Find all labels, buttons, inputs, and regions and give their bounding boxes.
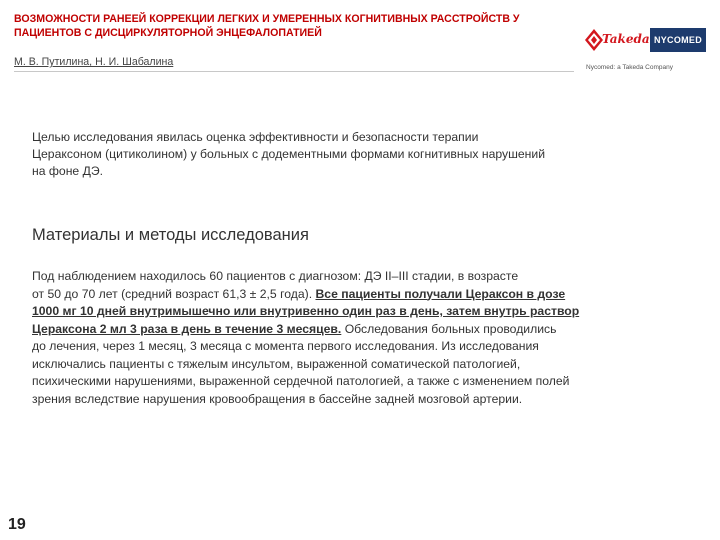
company-tagline: Nycomed: a Takeda Company	[586, 64, 673, 71]
takeda-logo-icon	[584, 28, 604, 52]
section-heading: Материалы и методы исследования	[32, 226, 309, 244]
header-divider	[14, 71, 574, 72]
intro-paragraph	[32, 129, 652, 180]
slide-title-line-1: ВОЗМОЖНОСТИ РАНЕЕЙ КОРРЕКЦИИ ЛЕГКИХ И УМЕРЕННЫХ КОГНИТИВНЫХ РАССТРОЙСТВ У	[14, 13, 520, 25]
methods-paragraph	[32, 268, 692, 408]
body-line	[32, 286, 692, 304]
highlighted-text: Цераксона 2 мл 3 раза в день в течение 3 месяцев.	[32, 321, 342, 336]
authors-text: М. В. Путилина, Н. И. Шабалина	[14, 56, 174, 68]
page-number: 19	[8, 516, 26, 533]
body-line: зрения вследствие нарушения кровообращения в бассейне задней мозговой артерии.	[32, 391, 523, 406]
body-text: от 50 до 70 лет (средний возраст 61,3 ± 2,5 года).	[32, 286, 316, 301]
body-line: Под наблюдением находилось 60 пациентов с диагнозом: ДЭ II–III стадии, в возрасте	[32, 269, 519, 283]
slide-header	[0, 0, 720, 76]
body-line: психическими нарушениями, выраженной сердечной патологией, а также с изменением полей	[32, 374, 570, 388]
takeda-wordmark: Takeda	[602, 32, 650, 46]
body-line: исключались пациенты с тяжелым инсультом, выраженной соматической патологией,	[32, 356, 521, 371]
slide-title-line-2: ПАЦИЕНТОВ С ДИСЦИРКУЛЯТОРНОЙ ЭНЦЕФАЛОПАТИЕЙ	[14, 27, 322, 39]
intro-line: на фоне ДЭ.	[32, 164, 103, 178]
slide-title	[14, 12, 574, 40]
intro-line: Цераксоном (цитиколином) у больных с додементными формами когнитивных нарушений	[32, 147, 546, 161]
body-text: Обследования больных проводились	[341, 321, 557, 336]
authors-line	[14, 56, 173, 68]
nycomed-logo: NYCOMED	[650, 28, 706, 52]
intro-line: Целью исследования явилась оценка эффективности и безопасности терапии	[32, 130, 479, 144]
logo-area	[584, 24, 710, 74]
body-line	[32, 321, 692, 339]
body-line: до лечения, через 1 месяц, 3 месяца с момента первого исследования. Из исследования	[32, 339, 539, 353]
highlighted-line: 1000 мг 10 дней внутримышечно или внутривенно один раз в день, затем внутрь раствор	[32, 304, 580, 318]
highlighted-text: Все пациенты получали Цераксон в дозе	[315, 286, 566, 301]
